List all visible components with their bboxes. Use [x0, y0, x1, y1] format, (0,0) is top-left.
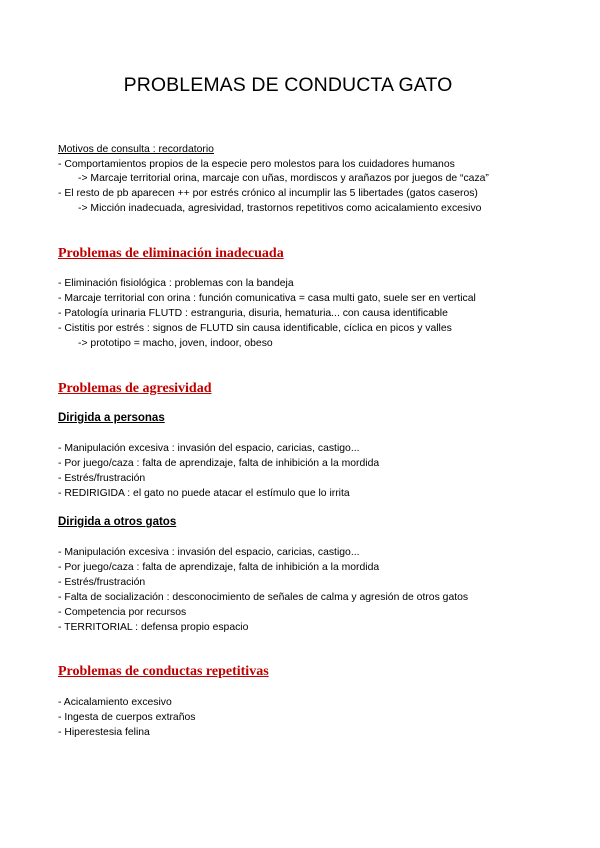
intro-heading: Motivos de consulta : recordatorio [58, 144, 214, 155]
aggression-cats-line: - TERRITORIAL : defensa propio espacio [58, 622, 249, 633]
intro-line: - El resto de pb aparecen ++ por estrés crónico al incumplir las 5 libertades (gatos caseros) [58, 188, 478, 199]
aggression-cats-line: - Competencia por recursos [58, 607, 187, 618]
section-heading-repetitive: Problemas de conductas repetitivas [58, 664, 269, 679]
subheading-cats: Dirigida a otros gatos [58, 516, 177, 528]
elimination-line: - Marcaje territorial con orina : función comunicativa = casa multi gato, suele ser en vertical [58, 293, 476, 304]
elimination-line: - Cistitis por estrés : signos de FLUTD sin causa identificable, cíclica en picos y valles [58, 323, 452, 334]
aggression-people-line: - REDIRIGIDA : el gato no puede atacar el estímulo que lo irrita [58, 488, 350, 499]
elimination-line: - Eliminación fisiológica : problemas con la bandeja [58, 278, 294, 289]
subheading-people: Dirigida a personas [58, 412, 165, 424]
repetitive-line: - Ingesta de cuerpos extraños [58, 712, 196, 723]
section-heading-aggression: Problemas de agresividad [58, 381, 212, 396]
repetitive-line: - Hiperestesia felina [58, 727, 150, 738]
aggression-cats-line: - Por juego/caza : falta de aprendizaje, falta de inhibición a la mordida [58, 562, 380, 573]
repetitive-line: - Acicalamiento excesivo [58, 697, 172, 708]
aggression-cats-line: - Estrés/frustración [58, 577, 146, 588]
aggression-people-line: - Estrés/frustración [58, 473, 146, 484]
elimination-line: - Patología urinaria FLUTD : estranguria, disuria, hematuria... con causa identificable [58, 308, 448, 319]
intro-line: - Comportamientos propios de la especie pero molestos para los cuidadores humanos [58, 159, 455, 170]
section-heading-elimination: Problemas de eliminación inadecuada [58, 246, 284, 261]
intro-line: -> Micción inadecuada, agresividad, trastornos repetitivos como acicalamiento excesivo [78, 203, 482, 214]
aggression-cats-line: - Falta de socialización : desconocimiento de señales de calma y agresión de otros gatos [58, 592, 469, 603]
intro-line: -> Marcaje territorial orina, marcaje con uñas, mordiscos y arañazos por juegos de “caza” [78, 173, 489, 184]
document-title: PROBLEMAS DE CONDUCTA GATO [123, 74, 453, 96]
aggression-people-line: - Manipulación excesiva : invasión del espacio, caricias, castigo... [58, 443, 360, 454]
aggression-cats-line: - Manipulación excesiva : invasión del espacio, caricias, castigo... [58, 547, 360, 558]
aggression-people-line: - Por juego/caza : falta de aprendizaje, falta de inhibición a la mordida [58, 458, 380, 469]
elimination-line: -> prototipo = macho, joven, indoor, obeso [78, 338, 273, 349]
